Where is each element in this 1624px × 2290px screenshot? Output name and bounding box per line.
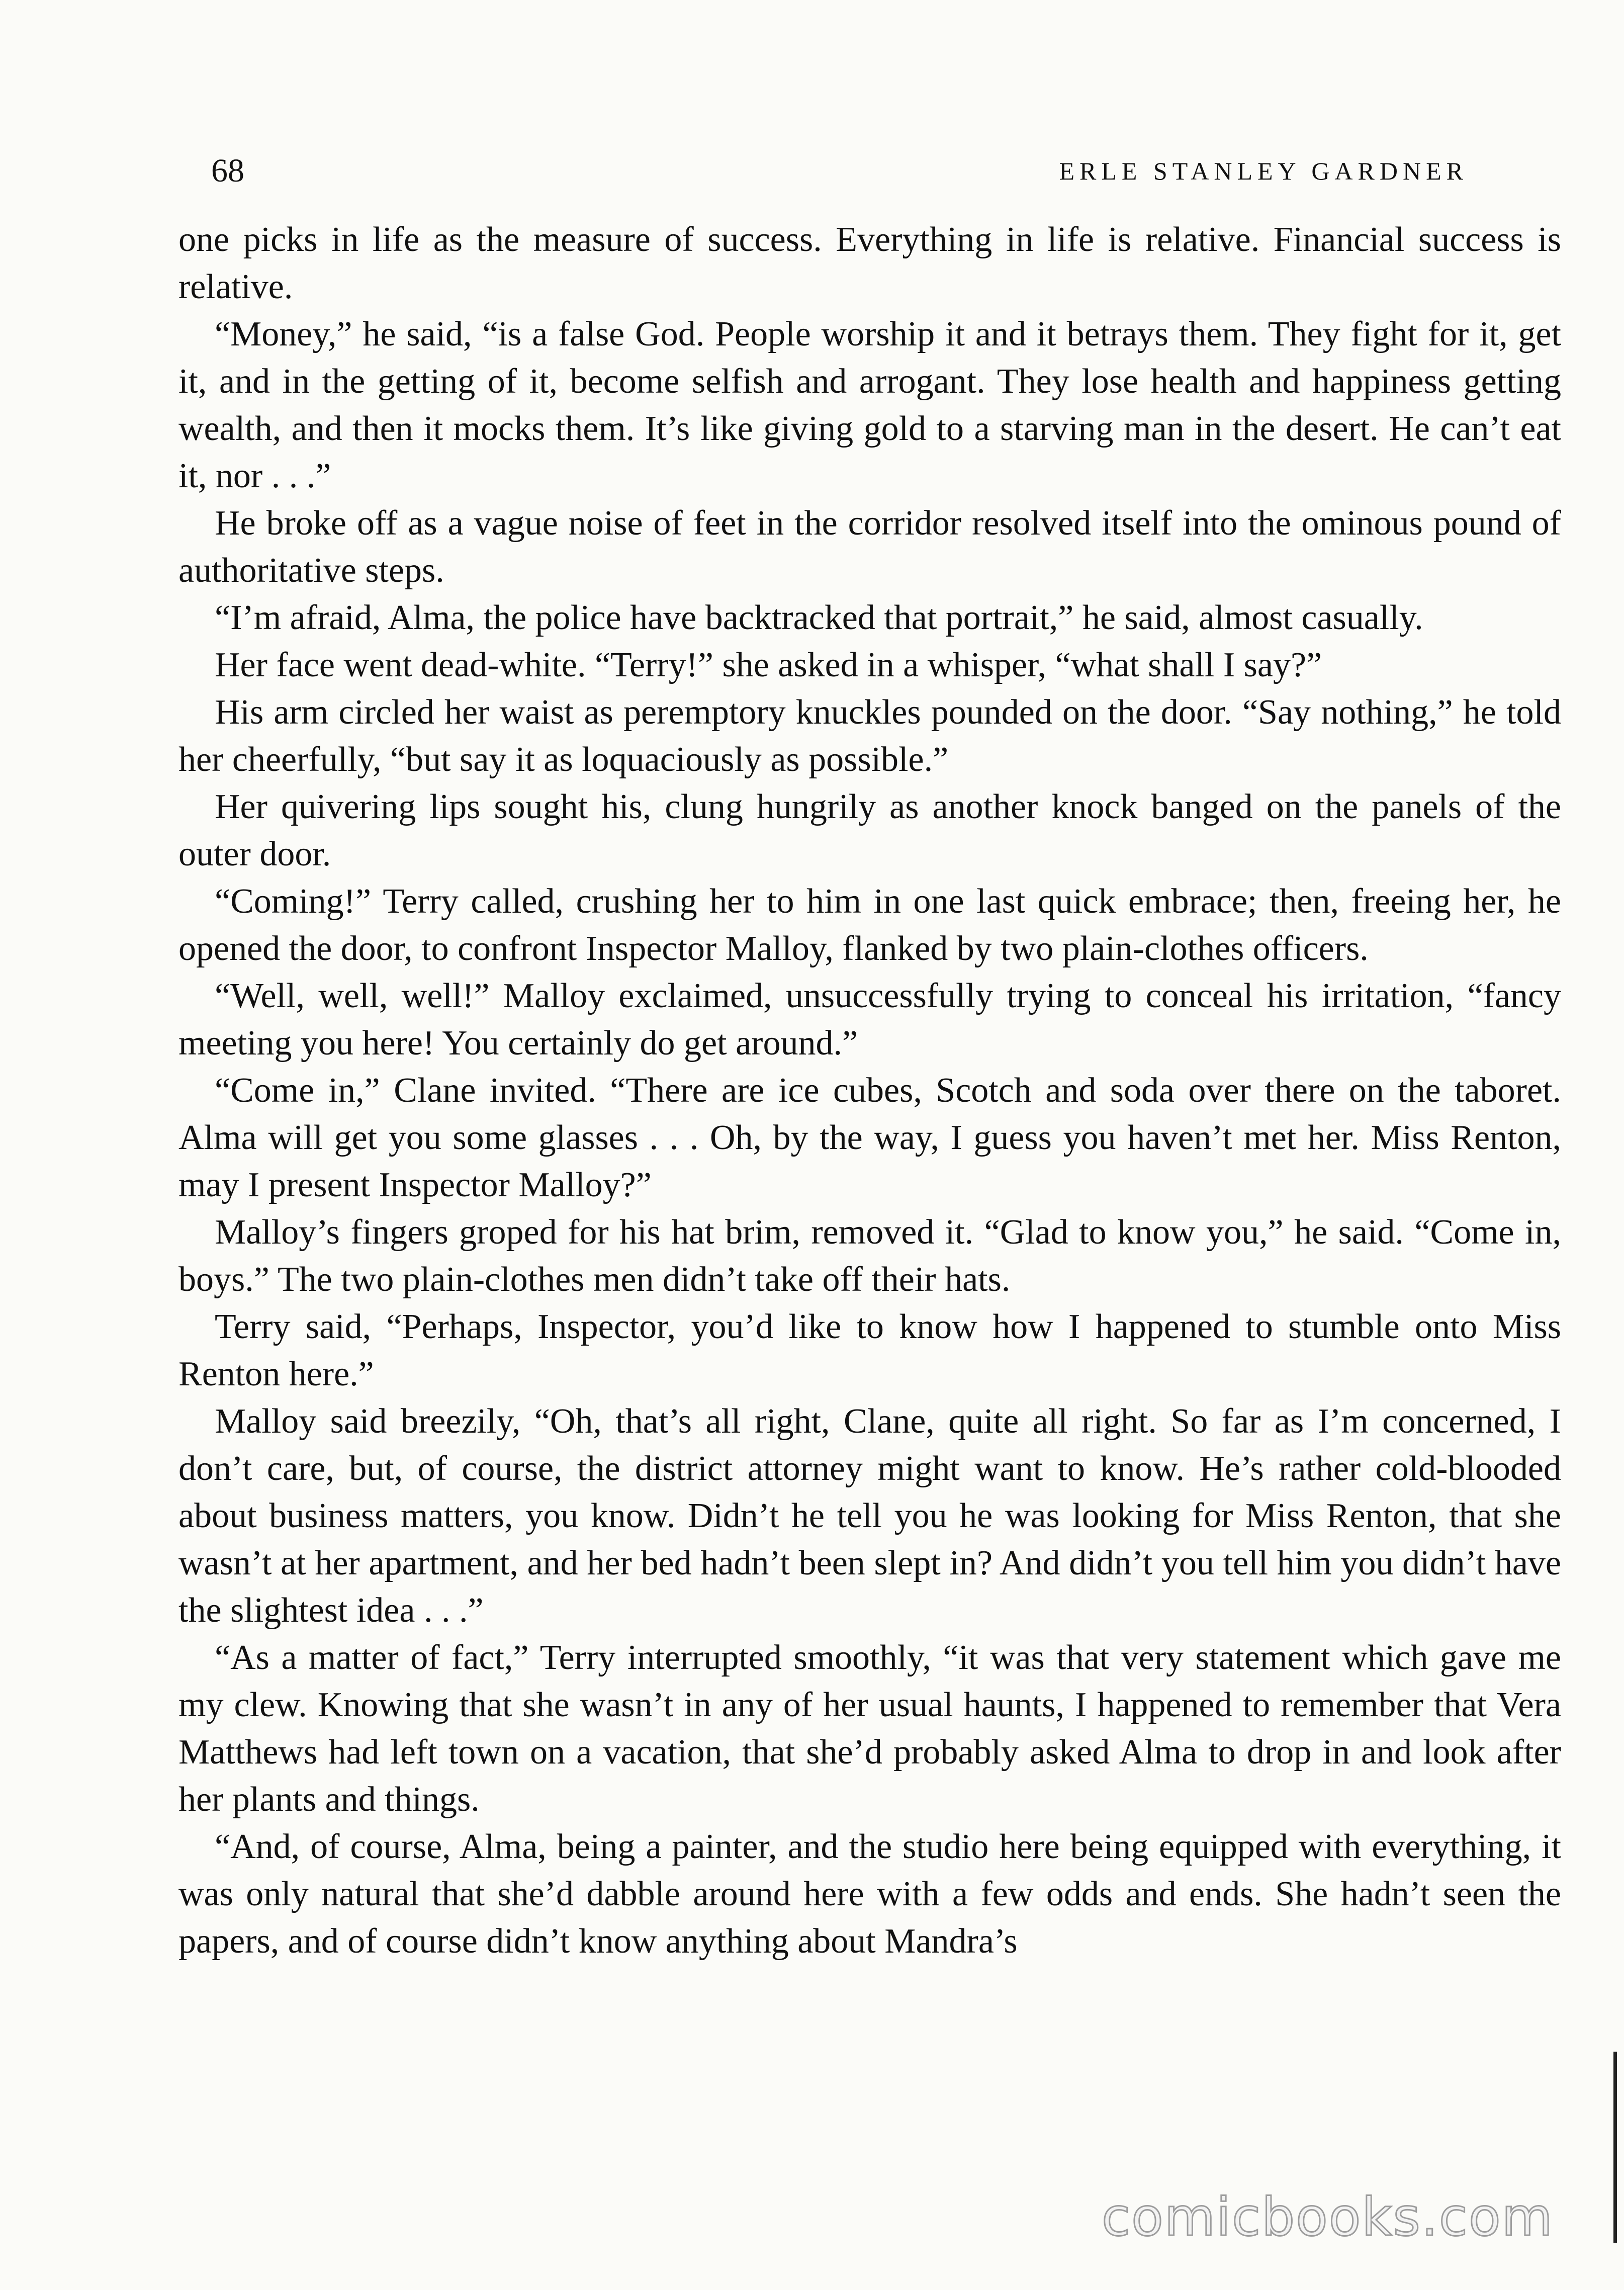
scan-edge-rule <box>1613 2052 1617 2243</box>
paragraph: “Come in,” Clane invited. “There are ice cubes, Scotch and soda over there on the taboret. Alma will get you some glasses . . . Oh, by the way, I guess you haven’t met her. Miss Renton, may I present Inspector Malloy?” <box>178 1071 1561 1204</box>
paragraph: one picks in life as the measure of success. Everything in life is relative. Financial success is relative. <box>178 220 1561 306</box>
watermark-logo: comicbooks.com <box>1101 2186 1554 2248</box>
paragraph: “I’m afraid, Alma, the police have backtracked that portrait,” he said, almost casually. <box>215 598 1423 637</box>
paragraph: His arm circled her waist as peremptory knuckles pounded on the door. “Say nothing,” he told her cheerfully, “but say it as loquaciously as possible.” <box>178 693 1561 779</box>
paragraph: “And, of course, Alma, being a painter, and the studio here being equipped with everything, it was only natural that she’d dabble around here with a few odds and ends. She hadn’t seen the papers, and of course didn’t know anything about Mandra’s <box>178 1827 1561 1961</box>
paragraph: He broke off as a vague noise of feet in the corridor resolved itself into the ominous pound of authoritative steps. <box>178 504 1561 590</box>
paragraph: “Well, well, well!” Malloy exclaimed, unsuccessfully trying to conceal his irritation, “fancy meeting you here! You certainly do get around.” <box>178 977 1561 1063</box>
paragraph: “As a matter of fact,” Terry interrupted smoothly, “it was that very statement which gave me my clew. Knowing that she wasn’t in any of her usual haunts, I happened to remember that Vera Matthews had left town on a vacation, that she’d probably asked Alma to drop in and look after her plants and things. <box>178 1638 1561 1819</box>
paragraph: Her quivering lips sought his, clung hungrily as another knock banged on the panels of the outer door. <box>178 787 1561 873</box>
body-text <box>178 216 1561 1965</box>
paragraph: Terry said, “Perhaps, Inspector, you’d like to know how I happened to stumble onto Miss Renton here.” <box>178 1307 1561 1393</box>
page-header <box>211 148 1468 194</box>
paragraph: “Money,” he said, “is a false God. People worship it and it betrays them. They fight for it, get it, and in the getting of it, become selfish and arrogant. They lose health and happiness getting wealth, and then it mocks them. It’s like giving gold to a starving man in the desert. He can’t eat it, nor . . .” <box>178 315 1561 495</box>
paragraph: Malloy said breezily, “Oh, that’s all right, Clane, quite all right. So far as I’m concerned, I don’t care, but, of course, the district attorney might want to know. He’s rather cold-blooded about business matters, you know. Didn’t he tell you he was looking for Miss Renton, that she wasn’t at her apartment, and her bed hadn’t been slept in? And didn’t you tell him you didn’t have the slightest idea . . .” <box>178 1402 1561 1630</box>
paragraph: Her face went dead-white. “Terry!” she asked in a whisper, “what shall I say?” <box>215 646 1322 684</box>
running-head: ERLE STANLEY GARDNER <box>1059 157 1468 185</box>
page-number: 68 <box>211 152 244 189</box>
paragraph: Malloy’s fingers groped for his hat brim, removed it. “Glad to know you,” he said. “Come in, boys.” The two plain-clothes men didn’t take off their hats. <box>178 1213 1561 1299</box>
paragraph: “Coming!” Terry called, crushing her to him in one last quick embrace; then, freeing her, he opened the door, to confront Inspector Malloy, flanked by two plain-clothes officers. <box>178 882 1561 968</box>
